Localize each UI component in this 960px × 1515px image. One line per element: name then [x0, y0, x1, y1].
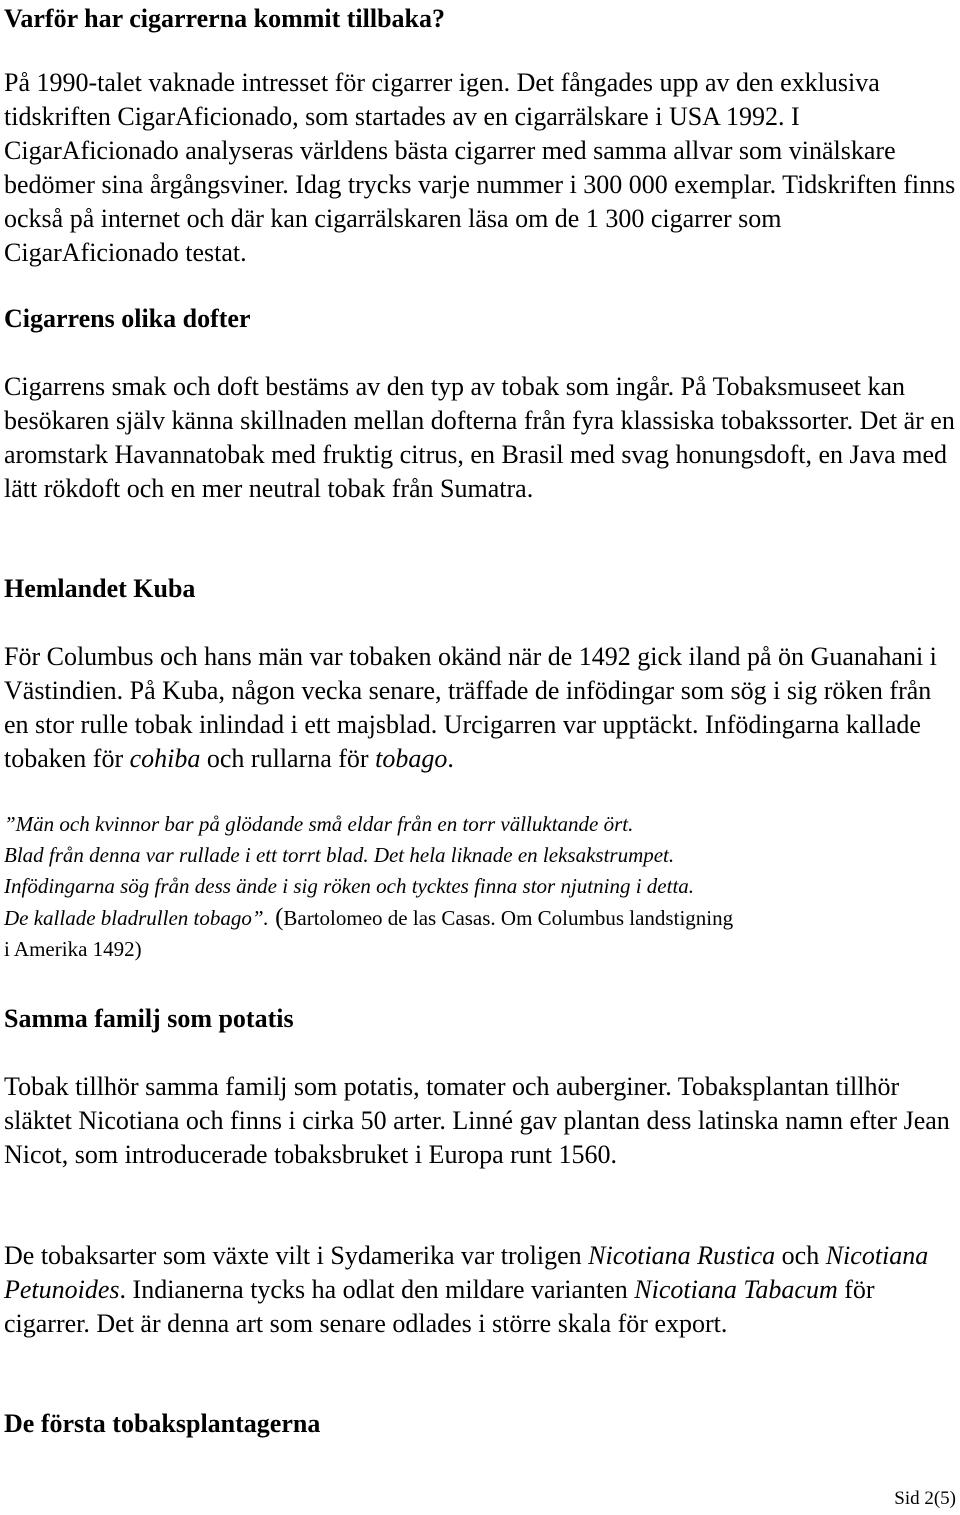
p2-text-c: . Indianerna tycks ha odlat den mildare varianten: [119, 1275, 635, 1304]
quote-line-1: ”Män och kvinnor bar på glödande små eldar från en torr välluktande ört.: [4, 812, 634, 836]
paragraph-potatis-1: Tobak tillhör samma familj som potatis, tomater och auberginer. Tobaksplantan tillhör släktet Nicotiana och finns i cirka 50 arter. Linné gav plantan dess latinska namn efter Jean Nicot, som introducerade tobaksbruket i Europa runt 1560.: [4, 1072, 950, 1169]
kuba-text-start: För Columbus och hans män var tobaken okänd när de 1492 gick iland på ön Guanahani i Västindien. På Kuba, någon vecka senare, träffade de infödingar som sög i sig röken från en stor rulle tobak inlindad i ett majsblad. Urcigarren var upptäckt. Infödingarna kallade tobaken för: [4, 642, 937, 773]
columbus-quote: [4, 809, 956, 965]
kuba-text-end: .: [447, 744, 454, 773]
paragraph-dofter: Cigarrens smak och doft bestäms av den typ av tobak som ingår. På Tobaksmuseet kan besökaren själv känna skillnaden mellan dofterna från fyra klassiska tobakssorter. Det är en aromstark Havannatobak med fruktig citrus, en Brasil med svag honungsdoft, en Java med lätt rökdoft och en mer neutral tobak från Sumatra.: [4, 372, 955, 503]
heading-plantager: De första tobaksplantagerna: [4, 1409, 321, 1438]
kuba-text-mid: och rullarna för: [200, 744, 376, 773]
intro-paragraph: På 1990-talet vaknade intresset för cigarrer igen. Det fångades upp av den exklusiva tidskriften CigarAficionado, som startades av en cigarrälskare i USA 1992. I CigarAficionado analyseras världens bästa cigarrer med samma allvar som vinälskare bedömer sina årgångsviner. Idag trycks varje nummer i 300 000 exemplar. Tidskriften finns också på internet och där kan cigarrälskaren läsa om de 1 300 cigarrer som CigarAficionado testat.: [4, 68, 956, 267]
p2-text-b: och: [775, 1241, 826, 1270]
quote-source: Bartolomeo de las Casas. Om Columbus landstigning: [283, 906, 734, 930]
term-cohiba: cohiba: [129, 744, 201, 773]
species-rustica: Nicotiana Rustica: [588, 1241, 776, 1270]
species-petunoides: Nicotiana Petunoides: [4, 1241, 929, 1304]
page-number: Sid 2(5): [894, 1488, 956, 1509]
heading-potatis: Samma familj som potatis: [4, 1004, 294, 1033]
heading-kuba: Hemlandet Kuba: [4, 574, 196, 603]
quote-paren: (: [268, 904, 284, 931]
quote-line-4: [4, 902, 956, 934]
quote-line-2: Blad från denna var rullade i ett torrt blad. Det hela liknade en leksakstrumpet.: [4, 843, 675, 867]
term-tobago: tobago: [375, 744, 448, 773]
heading-dofter: Cigarrens olika dofter: [4, 304, 251, 333]
page-title: Varför har cigarrerna kommit tillbaka?: [4, 4, 446, 33]
p2-text-a: De tobaksarter som växte vilt i Sydamerika var troligen: [4, 1241, 589, 1270]
p2-text-d: för cigarrer. Det är denna art som senare odlades i större skala för export.: [4, 1275, 875, 1338]
paragraph-potatis-2: [4, 1239, 956, 1341]
quote-line-3: Infödingarna sög från dess ände i sig röken och tycktes finna stor njutning i detta.: [4, 874, 695, 898]
quote-last-italic: De kallade bladrullen tobago”.: [4, 906, 269, 930]
paragraph-kuba: [4, 640, 956, 776]
species-tabacum: Nicotiana Tabacum: [634, 1275, 838, 1304]
quote-source-line2: i Amerika 1492): [4, 937, 142, 961]
